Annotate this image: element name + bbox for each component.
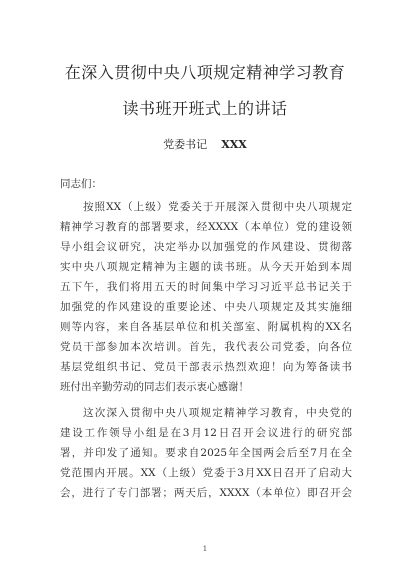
paragraph-line: 则等内容，来自各基层单位和机关部室、附属机构的XX名: [60, 321, 352, 333]
speech-title-line-2: 读书班开班式上的讲话: [122, 99, 288, 118]
speaker-name: XXX: [221, 138, 247, 151]
paragraph-line: 按照XX（上级）党委关于开展深入贯彻中央八项规定: [83, 201, 352, 213]
paragraph-line: 这次深入贯彻中央八项规定精神学习教育，中央党的: [83, 407, 352, 419]
paragraph-line: 党员干部参加本次培训。首先，我代表公司党委，向各位: [60, 341, 352, 353]
paragraph-line: 署，并印发了通知。要求自2025年全国两会后至7月在全: [60, 447, 352, 459]
byline: [0, 136, 410, 152]
speaker-role: 党委书记: [163, 138, 208, 151]
paragraph-line: 精神学习教育的部署要求，经XXXX（本单位）党的建设领: [60, 221, 352, 233]
page-number: 1: [202, 545, 208, 553]
paragraph-line: 加强党的作风建设的重要论述、中央八项规定及其实施细: [60, 301, 352, 313]
paragraph-line: 基层党组织书记、党员干部表示热烈欢迎！向为筹备读书: [60, 361, 352, 373]
paragraph-line: 导小组会议研究，决定举办以加强党的作风建设、贯彻落: [60, 241, 352, 253]
paragraph-line: 五下午，我们将用五天的时间集中学习习近平总书记关于: [60, 281, 352, 293]
paragraph-line: 实中央八项规定精神为主题的读书班。从今天开始到本周: [60, 261, 352, 273]
salutation: 同志们：: [60, 178, 102, 190]
speech-title-line-1: 在深入贯彻中央八项规定精神学习教育: [64, 63, 346, 82]
paragraph-line: 会，进行了专门部署；两天后，XXXX（本单位）即召开会: [60, 487, 352, 499]
paragraph-line: 班付出辛勤劳动的同志们表示衷心感谢！: [60, 381, 249, 393]
paragraph-line: 建设工作领导小组是在3月12日召开会议进行的研究部: [60, 427, 352, 439]
paragraph-line: 党范围内开展。XX（上级）党委于3月XX日召开了启动大: [60, 467, 352, 479]
